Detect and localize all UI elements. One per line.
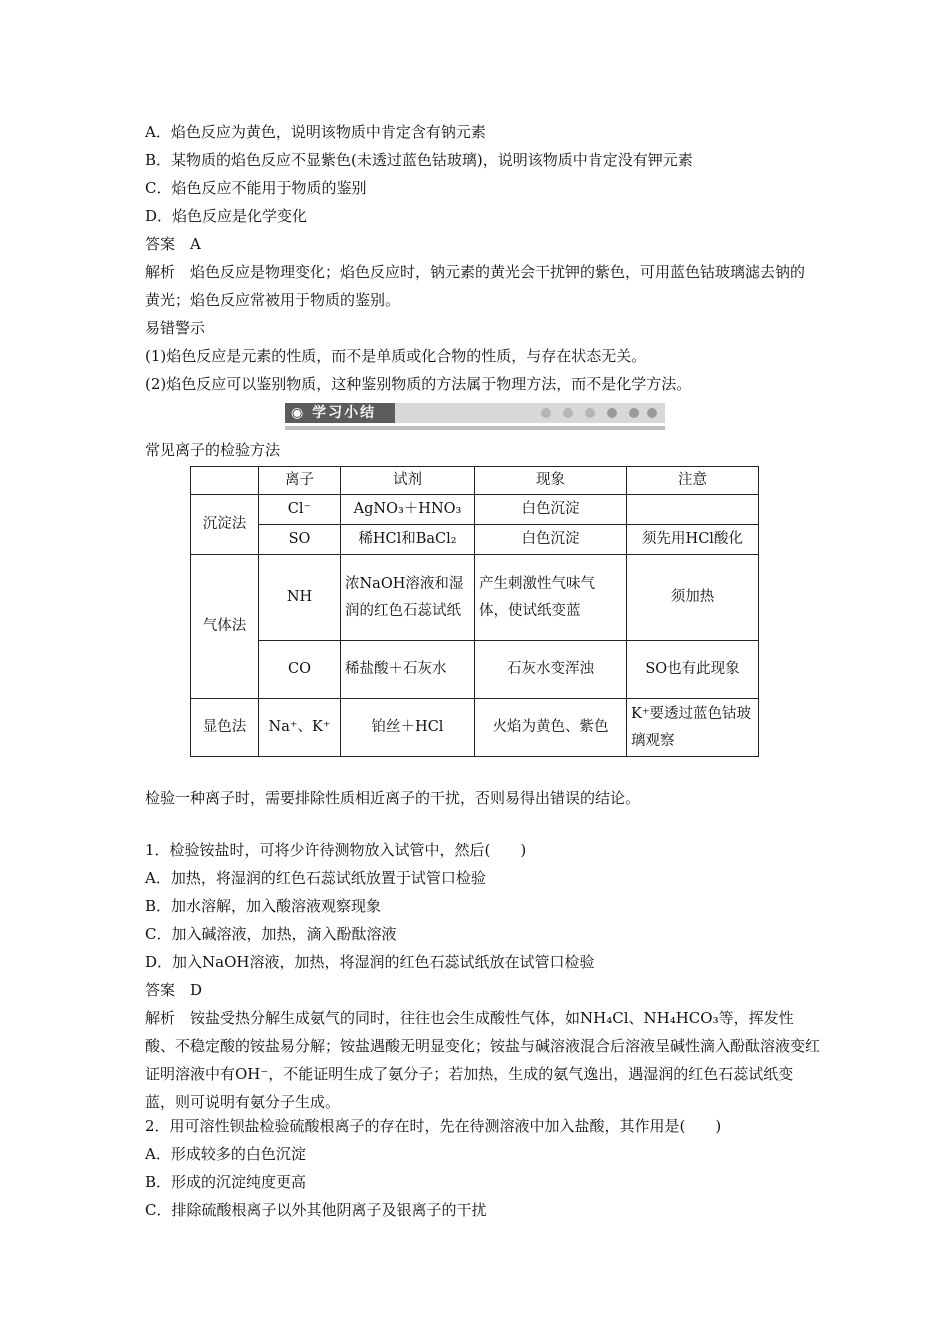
summary-banner-strip — [395, 403, 665, 423]
group-precipitation: 沉淀法 — [191, 495, 259, 555]
q1-option-c: C．加入碱溶液，加热，滴入酚酞溶液 — [145, 925, 397, 943]
cell-ion: CO — [259, 641, 341, 699]
table-row — [191, 495, 759, 525]
banner-dot-icon — [647, 408, 657, 418]
cell-phenomenon: 白色沉淀 — [475, 525, 627, 555]
table-row — [191, 555, 759, 641]
cell-note: K⁺要透过蓝色钴玻璃观察 — [627, 699, 759, 757]
header-phenomenon: 现象 — [475, 467, 627, 495]
summary-banner-underline — [285, 426, 665, 430]
q0-option-c: C．焰色反应不能用于物质的鉴别 — [145, 179, 367, 197]
cell-reagent: AgNO₃＋HNO₃ — [341, 495, 475, 525]
cell-note — [627, 495, 759, 525]
q2-stem: 2．用可溶性钡盐检验硫酸根离子的存在时，先在待测溶液中加入盐酸，其作用是( ) — [145, 1117, 722, 1135]
banner-dot-icon — [563, 408, 573, 418]
table-header-row — [191, 467, 759, 495]
q1-option-a: A．加热，将湿润的红色石蕊试纸放置于试管口检验 — [145, 869, 486, 887]
q0-option-a: A．焰色反应为黄色，说明该物质中肯定含有钠元素 — [145, 123, 486, 141]
header-ion: 离子 — [259, 467, 341, 495]
cell-phenomenon: 产生刺激性气味气体，使试纸变蓝 — [475, 555, 627, 641]
q0-option-b: B．某物质的焰色反应不显紫色(未透过蓝色钴玻璃)，说明该物质中肯定没有钾元素 — [145, 151, 693, 169]
q1-answer: 答案 D — [145, 981, 203, 999]
table-row — [191, 699, 759, 757]
table-title: 常见离子的检验方法 — [145, 441, 281, 459]
cell-reagent: 铂丝＋HCl — [341, 699, 475, 757]
banner-dot-icon — [629, 408, 639, 418]
ion-test-table — [190, 466, 759, 757]
table-row — [191, 641, 759, 699]
cell-phenomenon: 石灰水变浑浊 — [475, 641, 627, 699]
q1-option-d: D．加入NaOH溶液，加热，将湿润的红色石蕊试纸放在试管口检验 — [145, 953, 595, 971]
cell-note: 须加热 — [627, 555, 759, 641]
cell-ion: Na⁺、K⁺ — [259, 699, 341, 757]
warning-item-2: (2)焰色反应可以鉴别物质，这种鉴别物质的方法属于物理方法，而不是化学方法。 — [145, 375, 692, 393]
q2-option-a: A．形成较多的白色沉淀 — [145, 1145, 306, 1163]
q1-analysis: 解析 铵盐受热分解生成氨气的同时，往往也会生成酸性气体，如NH₄Cl、NH₄HCO₃等，挥发性酸、不稳定酸的铵盐易分解；铵盐遇酸无明显变化；铵盐与碱溶液混合后溶液呈碱性滴入酚酞溶液变红证明溶液中有OH⁻，不能证明生成了氨分子；若加热，生成的氨气逸出，遇湿润的红色石蕊试纸变蓝，则可说明有氨分子生成。 — [145, 1009, 821, 1111]
cell-ion: NH — [259, 555, 341, 641]
cell-reagent: 稀HCl和BaCl₂ — [341, 525, 475, 555]
summary-banner-label: ◉ 学习小结 — [285, 403, 395, 423]
summary-conclusion: 检验一种离子时，需要排除性质相近离子的干扰，否则易得出错误的结论。 — [145, 789, 641, 807]
cell-ion: Cl⁻ — [259, 495, 341, 525]
cell-note: SO也有此现象 — [627, 641, 759, 699]
cell-phenomenon: 火焰为黄色、紫色 — [475, 699, 627, 757]
cell-reagent: 稀盐酸＋石灰水 — [341, 641, 475, 699]
cell-note: 须先用HCl酸化 — [627, 525, 759, 555]
warning-item-1: (1)焰色反应是元素的性质，而不是单质或化合物的性质，与存在状态无关。 — [145, 347, 647, 365]
header-reagent: 试剂 — [341, 467, 475, 495]
q2-block — [145, 1112, 825, 1224]
table-row — [191, 525, 759, 555]
q1-stem: 1．检验铵盐时，可将少许待测物放入试管中，然后( ) — [145, 841, 527, 859]
q0-analysis: 解析 焰色反应是物理变化；焰色反应时，钠元素的黄光会干扰钾的紫色，可用蓝色钴玻璃滤去钠的黄光；焰色反应常被用于物质的鉴别。 — [145, 263, 806, 309]
summary-banner — [285, 400, 665, 432]
banner-dot-icon — [607, 408, 617, 418]
banner-dot-icon — [541, 408, 551, 418]
group-color: 显色法 — [191, 699, 259, 757]
cell-reagent: 浓NaOH溶液和湿润的红色石蕊试纸 — [341, 555, 475, 641]
group-gas: 气体法 — [191, 555, 259, 699]
header-note: 注意 — [627, 467, 759, 495]
q2-option-c: C．排除硫酸根离子以外其他阴离子及银离子的干扰 — [145, 1201, 487, 1219]
q0-option-d: D．焰色反应是化学变化 — [145, 207, 308, 225]
q2-option-b: B．形成的沉淀纯度更高 — [145, 1173, 307, 1191]
cell-ion: SO — [259, 525, 341, 555]
q1-block — [145, 836, 825, 1116]
cell-phenomenon: 白色沉淀 — [475, 495, 627, 525]
warning-title: 易错警示 — [145, 319, 206, 337]
banner-dot-icon — [585, 408, 595, 418]
q1-option-b: B．加水溶解，加入酸溶液观察现象 — [145, 897, 382, 915]
table-corner-cell — [191, 467, 259, 495]
q0-block — [145, 118, 825, 398]
q0-answer: 答案 A — [145, 235, 201, 253]
